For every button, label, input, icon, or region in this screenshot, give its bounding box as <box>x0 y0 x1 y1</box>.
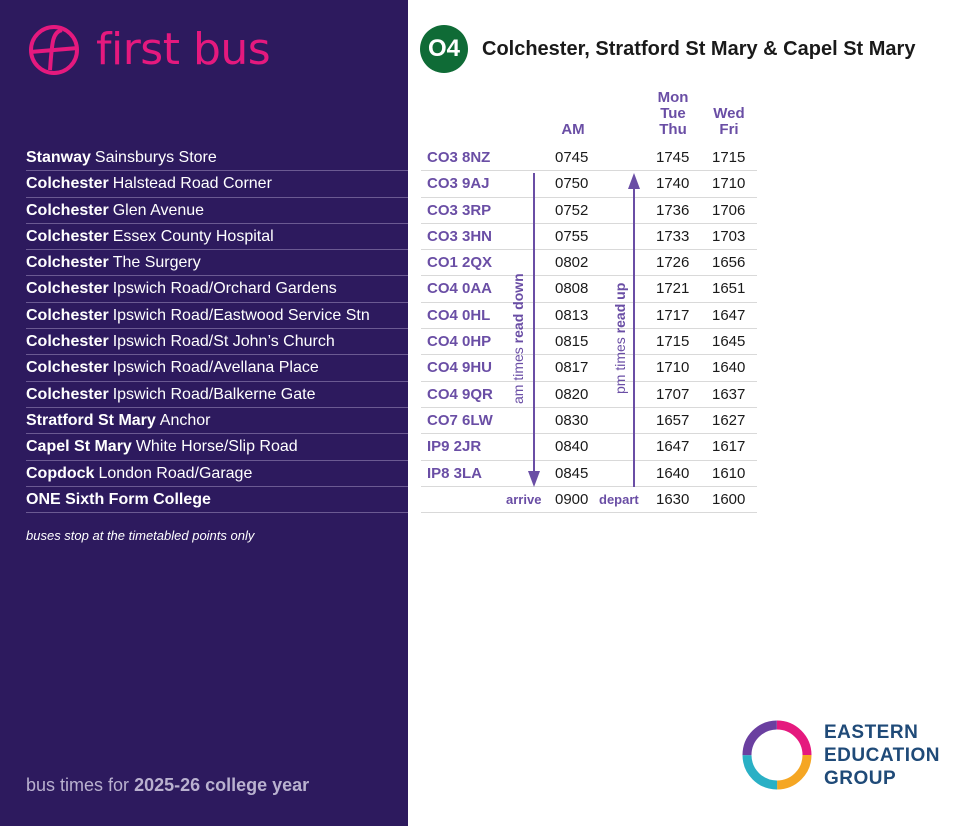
stop-row <box>26 408 408 434</box>
stop-row <box>26 303 408 329</box>
pm-read-up-label <box>612 283 628 394</box>
postcode: CO1 2QX <box>427 254 493 272</box>
stop-place: Ipswich Road/St John’s Church <box>112 333 335 351</box>
stop-row <box>26 487 408 513</box>
postcode: IP9 2JR <box>427 438 482 456</box>
stop-place: White Horse/Slip Road <box>135 438 298 456</box>
mon-tue-thu-time: 1726 <box>656 254 690 272</box>
stop-place: Ipswich Road/Eastwood Service Stn <box>112 306 370 324</box>
mon-tue-thu-time: 1630 <box>656 490 690 508</box>
pm-read-bold: read up <box>612 282 628 334</box>
postcode: CO3 9AJ <box>427 175 490 193</box>
col-head-wed: Wed <box>713 105 745 122</box>
mon-tue-thu-time: 1721 <box>656 280 690 298</box>
stop-row <box>26 434 408 460</box>
eastern-education-group-logo <box>742 720 940 790</box>
postcode: CO7 6LW <box>427 411 493 429</box>
stop-town: Colchester <box>26 385 109 403</box>
pm-read-text: pm times <box>612 337 628 394</box>
mon-tue-thu-time: 1715 <box>656 333 690 351</box>
stop-town: Colchester <box>26 201 109 219</box>
col-head-tue: Tue <box>660 105 686 122</box>
stop-town: Colchester <box>26 227 109 245</box>
wed-fri-time: 1610 <box>712 464 746 482</box>
am-time: 0830 <box>555 411 589 429</box>
stop-row <box>26 145 408 171</box>
depart-label: depart <box>599 491 639 507</box>
brand-name: first bus <box>96 24 271 75</box>
mon-tue-thu-time: 1710 <box>656 359 690 377</box>
stop-row <box>26 382 408 408</box>
wed-fri-time: 1651 <box>712 280 746 298</box>
footnote: buses stop at the timetabled points only <box>26 528 255 543</box>
wed-fri-time: 1656 <box>712 254 746 272</box>
stop-place: Halstead Road Corner <box>112 175 272 193</box>
mon-tue-thu-time: 1707 <box>656 385 690 403</box>
am-time: 0845 <box>555 464 589 482</box>
am-time: 0813 <box>555 306 589 324</box>
stop-town: Stanway <box>26 149 91 166</box>
postcode: CO4 0HP <box>427 333 492 351</box>
left-panel <box>0 0 408 826</box>
route-title: Colchester, Stratford St Mary & Capel St Mary <box>482 37 916 60</box>
mon-tue-thu-time: 1736 <box>656 201 690 219</box>
mon-tue-thu-time: 1640 <box>656 464 690 482</box>
mon-tue-thu-time: 1717 <box>656 306 690 324</box>
arrive-label: arrive <box>506 491 542 507</box>
am-time: 0840 <box>555 438 589 456</box>
down-arrow-icon <box>528 471 540 487</box>
wed-fri-time: 1627 <box>712 411 746 429</box>
am-read-bold: read down <box>510 273 526 344</box>
am-time: 0745 <box>555 149 589 166</box>
col-head-mon: Mon <box>657 89 689 106</box>
am-time: 0820 <box>555 385 589 403</box>
stop-row <box>26 198 408 224</box>
am-time: 0750 <box>555 175 589 193</box>
eeg-line-2: EDUCATION <box>824 744 941 766</box>
stop-place: Ipswich Road/Avellana Place <box>112 359 319 377</box>
col-head-mon-tue-thu <box>650 90 696 138</box>
route-header <box>420 25 915 73</box>
am-time: 0900 <box>555 490 589 508</box>
stop-row <box>26 171 408 197</box>
postcode: CO4 9HU <box>427 359 493 377</box>
stop-row <box>26 224 408 250</box>
mon-tue-thu-time: 1745 <box>656 149 690 166</box>
stop-place: Sainsburys Store <box>94 149 217 166</box>
mon-tue-thu-time: 1740 <box>656 175 690 193</box>
stop-row <box>26 329 408 355</box>
postcode: CO3 8NZ <box>427 149 491 166</box>
wed-fri-time: 1715 <box>712 149 746 166</box>
col-head-fri: Fri <box>719 121 739 138</box>
wed-fri-time: 1617 <box>712 438 746 456</box>
eeg-swirl-icon <box>742 720 812 790</box>
am-time: 0752 <box>555 201 589 219</box>
college-year-bold: 2025-26 college year <box>134 775 310 795</box>
stop-town: Capel St Mary <box>26 438 132 456</box>
am-time: 0755 <box>555 227 589 245</box>
eeg-name <box>824 721 940 790</box>
postcode: IP8 3LA <box>427 464 483 482</box>
postcode: CO3 3RP <box>427 201 492 219</box>
stop-town: Colchester <box>26 306 109 324</box>
wed-fri-time: 1645 <box>712 333 746 351</box>
college-year <box>26 775 309 796</box>
wed-fri-time: 1706 <box>712 201 746 219</box>
stop-town: Colchester <box>26 333 109 351</box>
col-head-thu: Thu <box>659 121 687 138</box>
stop-list <box>26 145 408 513</box>
stop-town: Stratford St Mary <box>26 411 156 429</box>
eeg-line-1: EASTERN <box>824 721 919 743</box>
col-head-wed-fri <box>706 106 752 138</box>
postcode: CO4 0HL <box>427 306 491 324</box>
postcode: CO4 9QR <box>427 385 493 403</box>
mon-tue-thu-time: 1733 <box>656 227 690 245</box>
am-time: 0802 <box>555 254 589 272</box>
stop-row <box>26 461 408 487</box>
postcode: CO4 0AA <box>427 280 493 298</box>
stop-place: Ipswich Road/Orchard Gardens <box>112 280 337 298</box>
stop-place: The Surgery <box>112 254 201 272</box>
am-time: 0808 <box>555 280 589 298</box>
mon-tue-thu-time: 1647 <box>656 438 690 456</box>
eeg-line-3: GROUP <box>824 767 897 789</box>
stop-place: Anchor <box>159 411 211 429</box>
stop-town: Colchester <box>26 359 109 377</box>
stop-place: Essex County Hospital <box>112 227 274 245</box>
up-arrow-icon <box>628 173 640 189</box>
wed-fri-time: 1647 <box>712 306 746 324</box>
wed-fri-time: 1637 <box>712 385 746 403</box>
stop-place: Glen Avenue <box>112 201 205 219</box>
stop-place: Ipswich Road/Balkerne Gate <box>112 385 316 403</box>
col-head-am: AM <box>561 121 585 138</box>
route-badge: O4 <box>420 25 468 73</box>
college-year-prefix: bus times for <box>26 775 130 795</box>
stop-town: Colchester <box>26 175 109 193</box>
stop-town: Colchester <box>26 254 109 272</box>
stop-row <box>26 355 408 381</box>
wed-fri-time: 1703 <box>712 227 746 245</box>
am-read-down-label <box>510 273 526 404</box>
wed-fri-time: 1600 <box>712 490 746 508</box>
am-time: 0815 <box>555 333 589 351</box>
first-bus-logo <box>26 20 270 80</box>
stop-row <box>26 276 408 302</box>
stop-town: Copdock <box>26 464 95 482</box>
postcode: CO3 3HN <box>427 227 493 245</box>
am-time: 0817 <box>555 359 589 377</box>
wed-fri-time: 1640 <box>712 359 746 377</box>
mon-tue-thu-time: 1657 <box>656 411 690 429</box>
am-read-text: am times <box>510 347 526 404</box>
stop-town: ONE Sixth Form College <box>26 490 211 508</box>
first-bus-f-icon <box>26 22 88 78</box>
stop-place: London Road/Garage <box>98 464 253 482</box>
stop-town: Colchester <box>26 280 109 298</box>
stop-row <box>26 250 408 276</box>
wed-fri-time: 1710 <box>712 175 746 193</box>
